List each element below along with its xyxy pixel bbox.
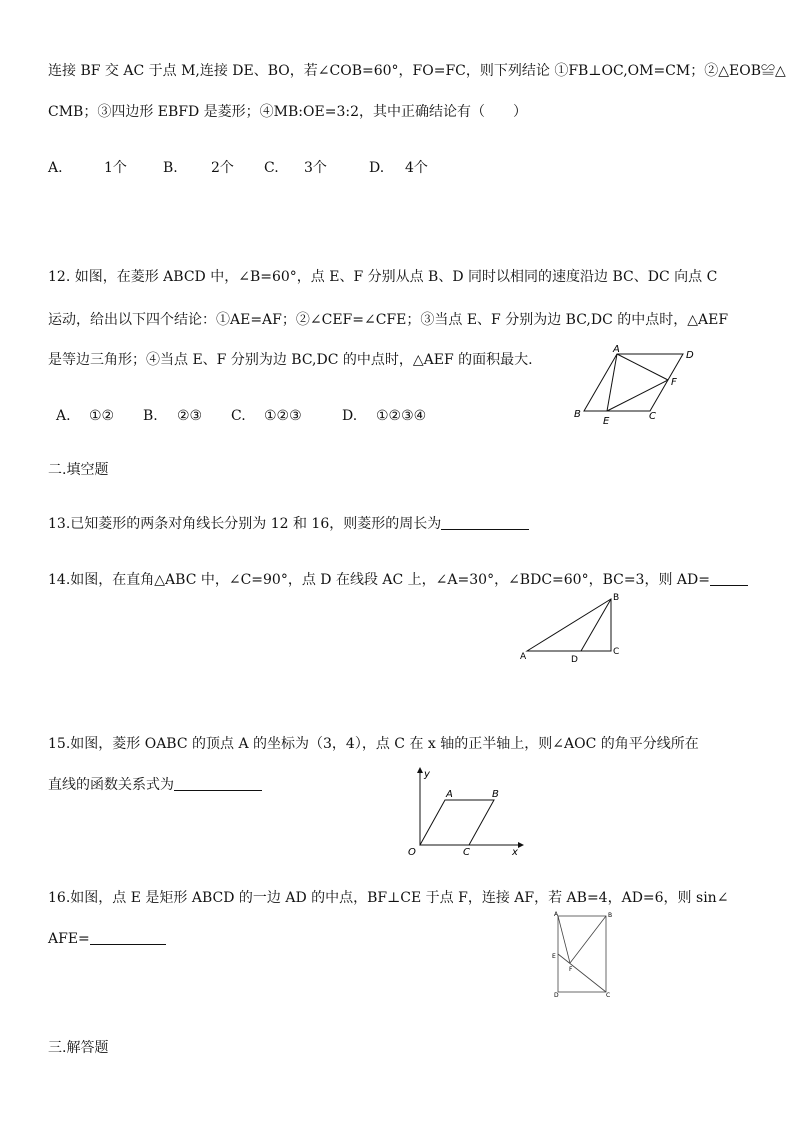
q11-option-c-key: C. [264, 160, 279, 176]
segment-ec [558, 954, 606, 992]
q11-option-b-key: B. [163, 160, 178, 176]
label-b: B [492, 789, 499, 800]
q12-line-2: 运动，给出以下四个结论：①AE=AF；②∠CEF=∠CFE；③当点 E、F 分别为边 BC,DC 的中点时，△AEF [48, 312, 729, 328]
q11-option-d-text: 4个 [405, 160, 428, 176]
q16-rectangle-figure [548, 908, 618, 1003]
q12-option-d-key: D. [342, 408, 358, 424]
q14-text: 14.如图，在直角△ABC 中，∠C=90°，点 D 在线段 AC 上，∠A=30°，∠BDC=60°，BC=3，则 AD= [48, 572, 710, 588]
q12-line-1: 12. 如图，在菱形 ABCD 中，∠B=60°，点 E、F 分别从点 B、D 同时以相同的速度沿边 BC、DC 向点 C [48, 269, 718, 285]
q12-option-a-text: ①② [89, 408, 115, 424]
q12-option-d-text: ①②③④ [376, 408, 427, 424]
q12-option-b-text: ②③ [177, 408, 203, 424]
segment-af [617, 354, 668, 380]
q15-line-2 [48, 776, 262, 794]
q14-answer-blank[interactable] [710, 571, 748, 586]
q11-line-1: 连接 BF 交 AC 于点 M,连接 DE、BO，若∠COB=60°，FO=FC，则下列结论 ①FB⊥OC,OM=CM；②△EOB≌△ [48, 63, 786, 79]
q11-option-b-text: 2个 [211, 160, 234, 176]
q16-answer-blank[interactable] [90, 930, 166, 945]
label-c: C [613, 647, 620, 657]
label-c: C [606, 992, 611, 999]
label-a: A [613, 344, 620, 355]
y-axis-arrow [417, 767, 423, 773]
q12-rhombus-figure [570, 340, 710, 430]
x-axis-arrow [518, 842, 524, 848]
label-d: D [554, 992, 559, 999]
q15-answer-blank[interactable] [174, 776, 262, 791]
label-e: E [603, 416, 610, 427]
label-a: A [520, 652, 527, 662]
q11-option-d-key: D. [369, 160, 385, 176]
label-a: A [554, 911, 559, 918]
q14-line [48, 571, 748, 589]
label-a: A [446, 789, 453, 800]
q11-option-a-text: 1个 [104, 160, 127, 176]
label-b: B [574, 409, 581, 420]
label-f: F [671, 377, 677, 388]
q14-triangle-figure [515, 590, 625, 665]
q13-text: 13.已知菱形的两条对角线长分别为 12 和 16，则菱形的周长为 [48, 516, 442, 532]
q16-line-2 [48, 930, 166, 948]
rhombus-oabc [420, 800, 494, 845]
label-b: B [613, 593, 620, 603]
label-f: F [569, 966, 573, 973]
q16-text: AFE= [48, 931, 90, 947]
q13-answer-blank[interactable] [441, 515, 529, 530]
section-answer-heading: 三.解答题 [48, 1040, 109, 1056]
q12-line-3: 是等边三角形；④当点 E、F 分别为边 BC,DC 的中点时，△AEF 的面积最大. [48, 352, 533, 368]
label-c: C [649, 411, 656, 422]
label-e: E [552, 953, 556, 960]
q16-line-1: 16.如图，点 E 是矩形 ABCD 的一边 AD 的中点，BF⊥CE 于点 F，连接 AF，若 AB=4，AD=6，则 sin∠ [48, 890, 729, 906]
segment-bd [581, 599, 611, 651]
q15-coordinate-figure [400, 765, 530, 857]
q11-option-a-key: A. [48, 160, 63, 176]
label-b: B [608, 912, 613, 919]
q15-line-1: 15.如图，菱形 OABC 的顶点 A 的坐标为（3，4），点 C 在 x 轴的正半轴上，则∠AOC 的角平分线所在 [48, 736, 699, 752]
q12-option-a-key: A. [56, 408, 71, 424]
rectangle-abcd [558, 916, 606, 992]
label-o: O [408, 847, 416, 857]
q11-line-2: CMB；③四边形 EBFD 是菱形；④MB:OE=3:2，其中正确结论有（ ） [48, 104, 527, 120]
label-d: D [686, 350, 694, 361]
q12-option-c-key: C. [231, 408, 246, 424]
q15-text: 直线的函数关系式为 [48, 777, 174, 793]
label-x: x [512, 847, 518, 857]
q12-option-b-key: B. [143, 408, 158, 424]
section-fill-in-heading: 二.填空题 [48, 462, 109, 478]
triangle-abc [527, 599, 611, 651]
label-c: C [463, 847, 470, 857]
label-d: D [571, 655, 578, 665]
segment-bf [570, 916, 606, 963]
label-y: y [424, 769, 430, 780]
q12-option-c-text: ①②③ [264, 408, 302, 424]
q13-line [48, 515, 529, 533]
q11-option-c-text: 3个 [304, 160, 327, 176]
segment-af [558, 916, 570, 963]
